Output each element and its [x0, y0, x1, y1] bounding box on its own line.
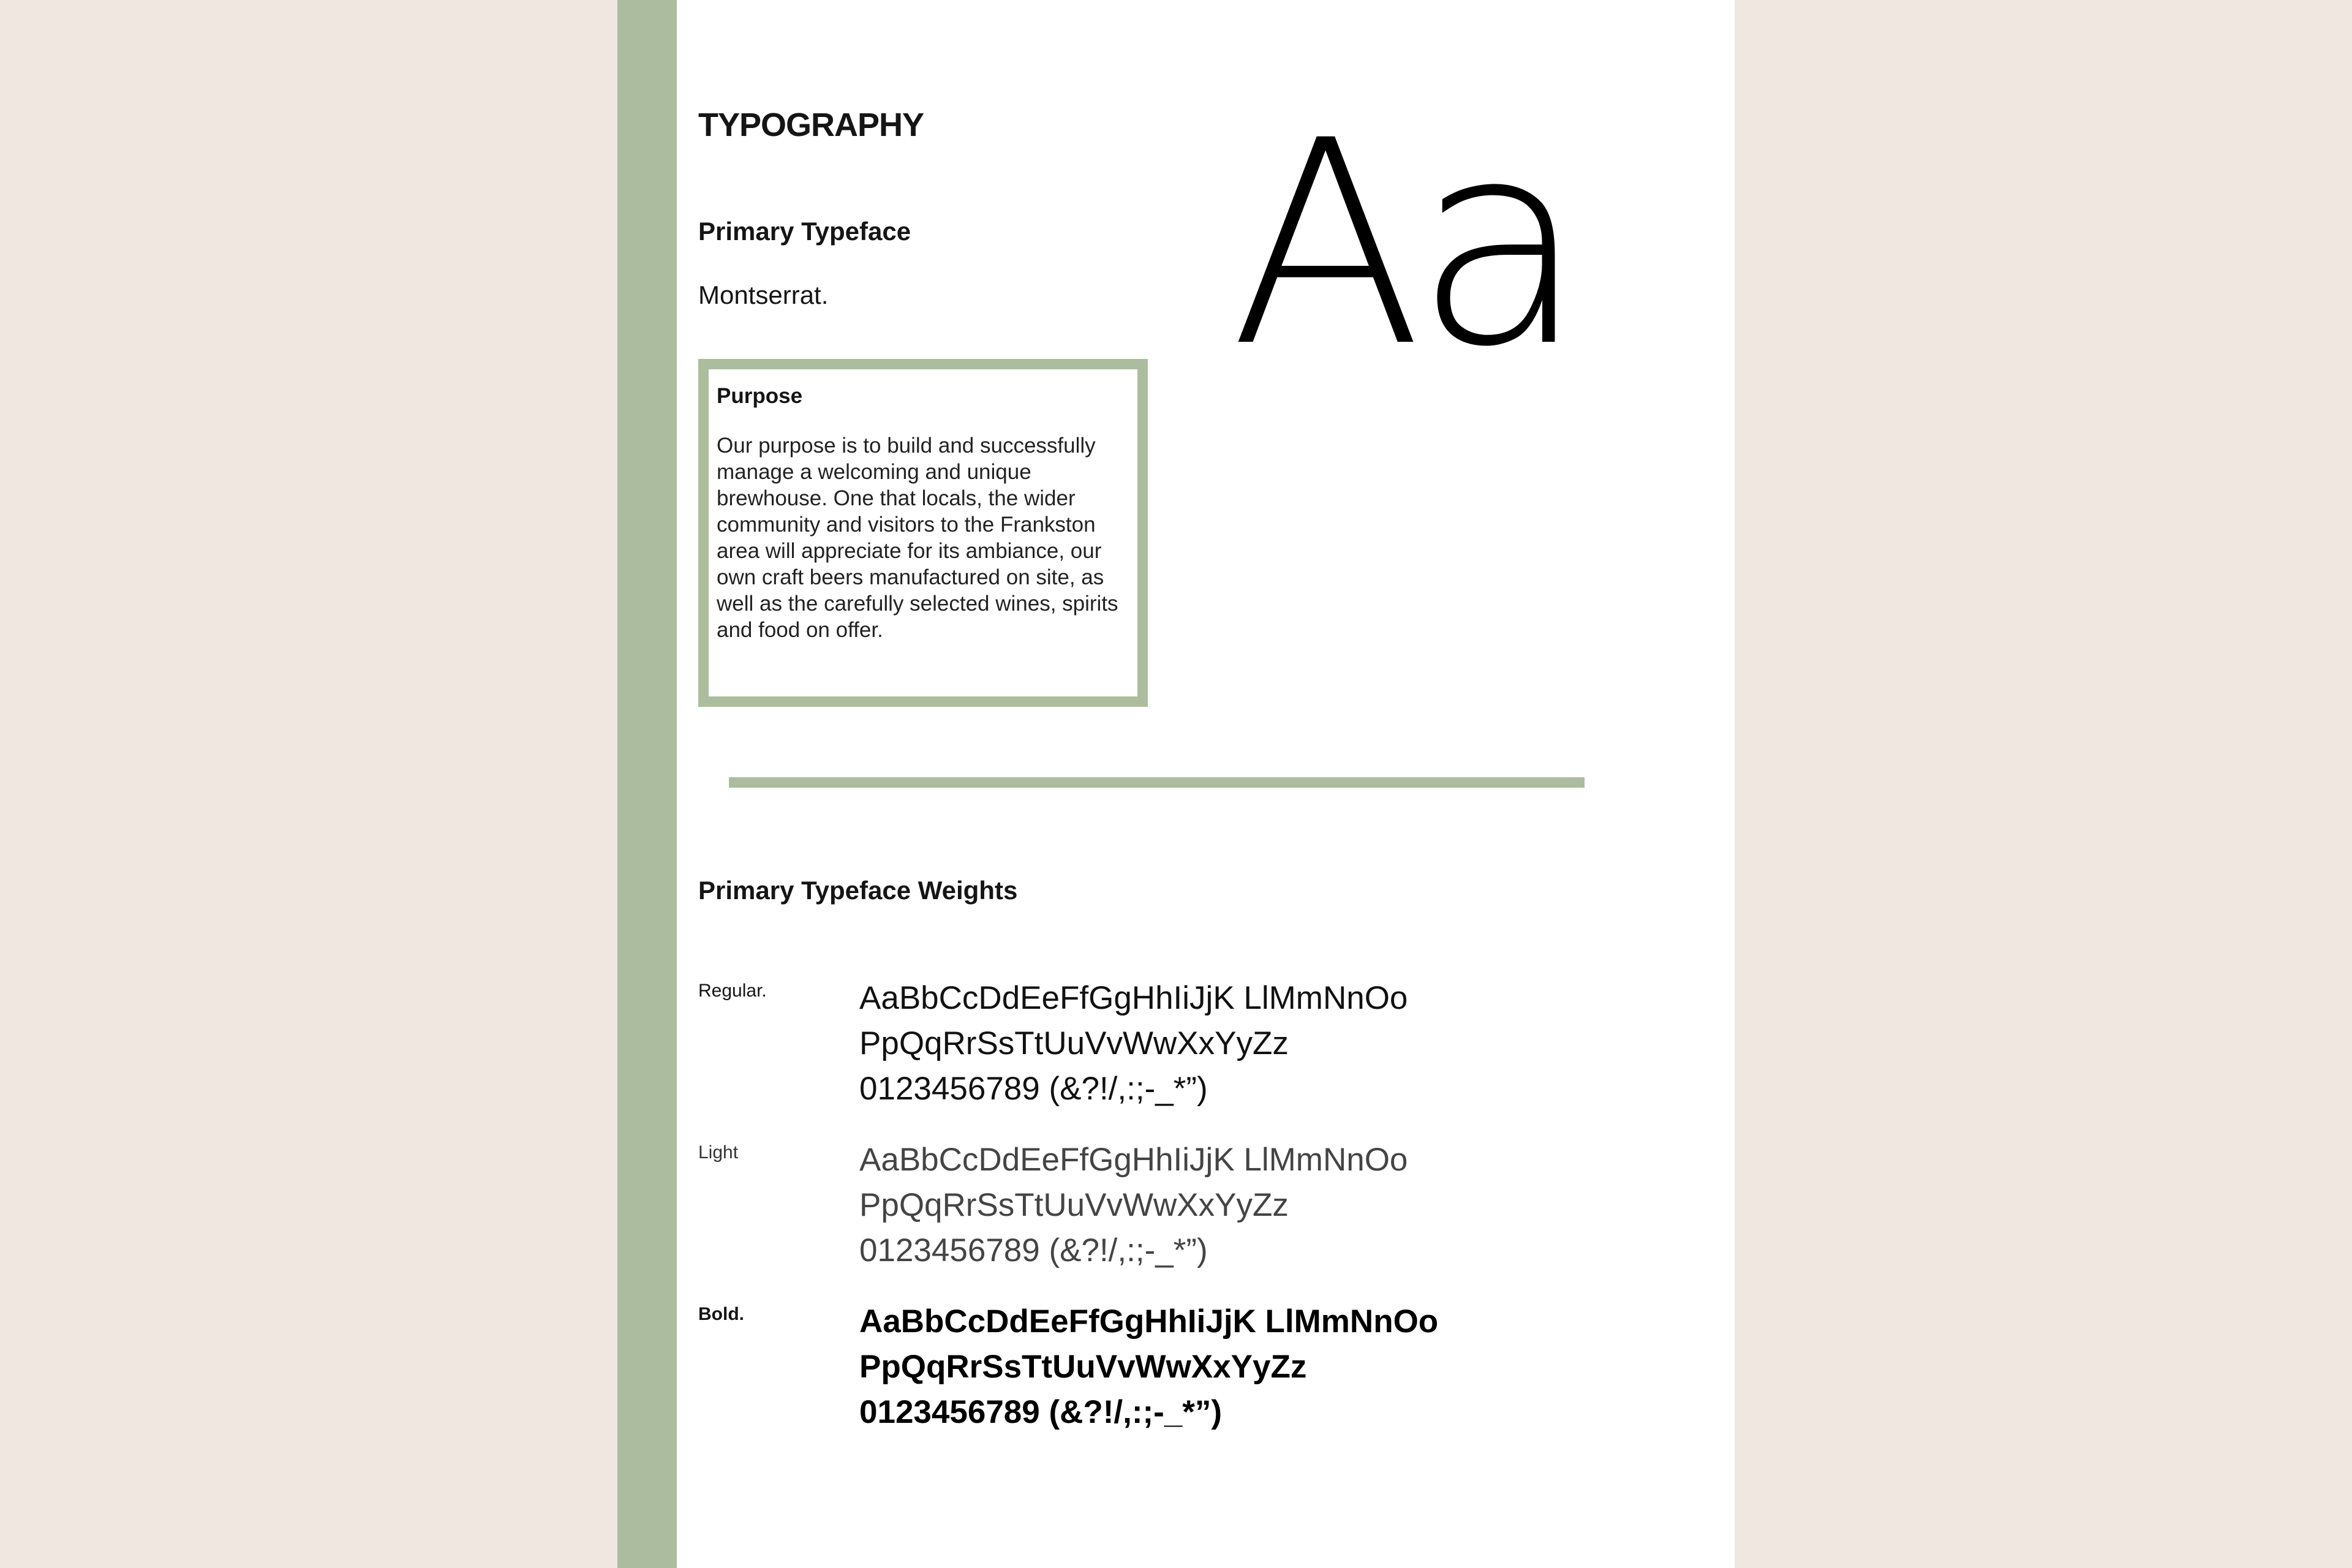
primary-typeface-name: Montserrat. [698, 281, 829, 309]
sample-line: PpQqRrSsTtUuVvWwXxYyZz [859, 1349, 1307, 1385]
sample-line: 0123456789 (&?!/,:;-_*”) [859, 1394, 1223, 1430]
sample-line: 0123456789 (&?!/,:;-_*”) [859, 1232, 1208, 1268]
weight-label-regular: Regular. [698, 981, 767, 1001]
weight-sample-light [859, 1137, 1656, 1273]
purpose-title: Purpose [717, 384, 803, 408]
weight-sample-regular [859, 976, 1656, 1112]
purpose-text: Our purpose is to build and successfully manage a welcoming and unique brewhouse. One that locals, the wider community and visitors to the Frankston area will appreciate for its ambiance, our own craft beers manufactured on site, as well as the carefully selected wines, spirits and food on offer. [717, 434, 1118, 642]
sample-line: 0123456789 (&?!/,:;-_*”) [859, 1071, 1208, 1107]
sample-line: AaBbCcDdEeFfGgHhIiJjK LlMmNnOo [859, 1142, 1408, 1178]
weights-heading: Primary Typeface Weights [698, 876, 1018, 905]
side-accent-stripe [617, 0, 677, 1568]
weight-sample-bold [859, 1299, 1656, 1435]
weight-label-light: Light [698, 1142, 739, 1163]
weight-label-bold: Bold. [698, 1304, 744, 1324]
sample-line: AaBbCcDdEeFfGgHhIiJjK LlMmNnOo [859, 1303, 1439, 1340]
page-title: TYPOGRAPHY [698, 107, 924, 143]
primary-typeface-heading: Primary Typeface [698, 217, 911, 246]
section-divider [729, 777, 1585, 788]
sample-line: AaBbCcDdEeFfGgHhIiJjK LlMmNnOo [859, 980, 1408, 1016]
sample-line: PpQqRrSsTtUuVvWwXxYyZz [859, 1025, 1289, 1061]
sample-line: PpQqRrSsTtUuVvWwXxYyZz [859, 1187, 1289, 1223]
typography-page [617, 0, 1735, 1568]
typeface-sample-aa: Aa [1230, 81, 1578, 409]
purpose-box [698, 359, 1148, 707]
